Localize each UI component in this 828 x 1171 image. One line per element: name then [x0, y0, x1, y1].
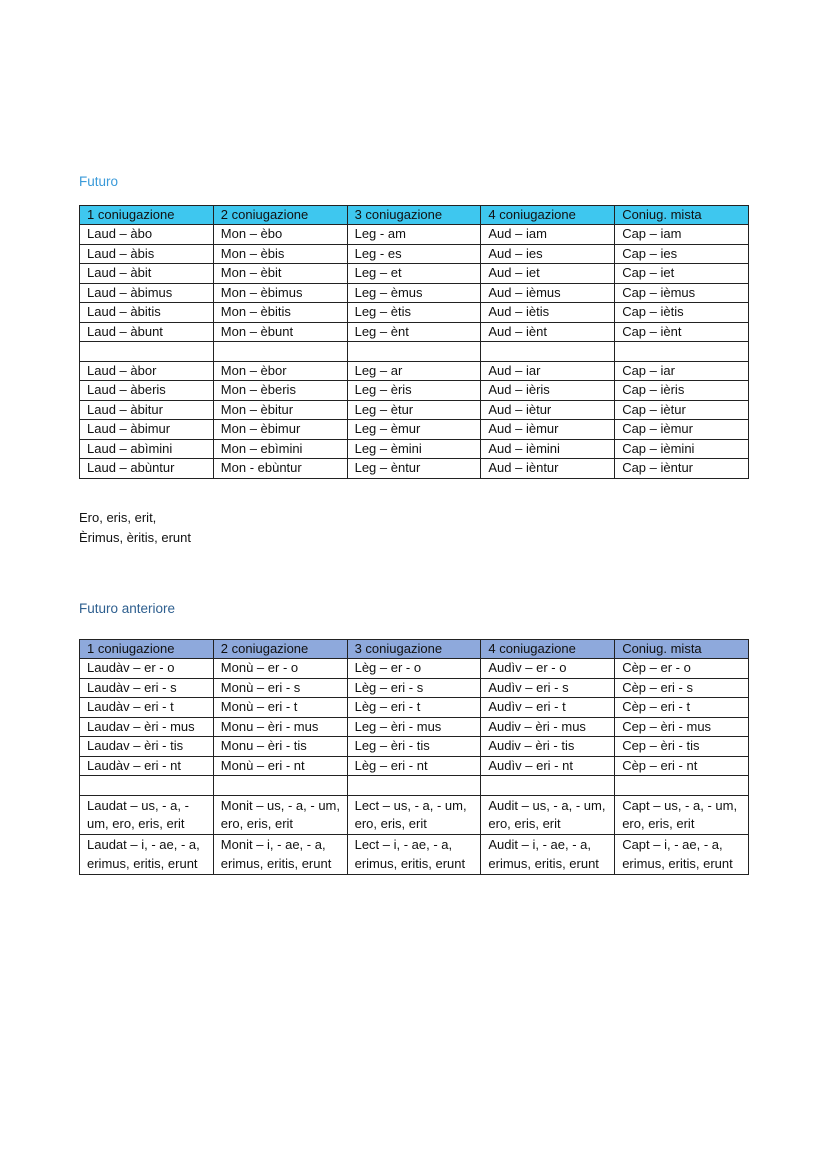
table-cell	[615, 342, 749, 362]
table-row	[80, 381, 749, 401]
table-cell: Cap – ièmus	[615, 283, 749, 303]
table-cell: Laud – àberis	[80, 381, 214, 401]
table-cell: Laud – àbo	[80, 225, 214, 245]
table-cell: Cap – ièmur	[615, 420, 749, 440]
table-cell: Mon – èbor	[213, 361, 347, 381]
note-line: Ero, eris, erit,	[79, 510, 157, 525]
table-cell: Leg – ètur	[347, 400, 481, 420]
table-cell: Cap – ies	[615, 244, 749, 264]
table-row	[80, 225, 749, 245]
table-cell: Laudàv – eri - s	[80, 678, 214, 698]
table-cell: Laud – àbis	[80, 244, 214, 264]
table-spacer-row	[80, 342, 749, 362]
table-cell: Leg - am	[347, 225, 481, 245]
table-cell: Lèg – eri - nt	[347, 756, 481, 776]
table-cell: Aud – iet	[481, 264, 615, 284]
table-row	[80, 439, 749, 459]
table-cell: Cap – iar	[615, 361, 749, 381]
table-cell: Capt – i, - ae, - a, erimus, eritis, erunt	[615, 835, 749, 875]
table-row	[80, 678, 749, 698]
table-cell: Monù – er - o	[213, 659, 347, 679]
table-cell: Lect – us, - a, - um, ero, eris, erit	[347, 795, 481, 835]
table-cell: Monu – èri - tis	[213, 737, 347, 757]
table-cell: Aud – iènt	[481, 322, 615, 342]
table-cell: Leg – èri - tis	[347, 737, 481, 757]
table-header-row	[80, 640, 749, 659]
table-cell: Audìv – er - o	[481, 659, 615, 679]
table-cell: Mon – èbo	[213, 225, 347, 245]
table-cell: Monù – eri - t	[213, 698, 347, 718]
table-cell: Laudàv – er - o	[80, 659, 214, 679]
futuro-table	[79, 205, 749, 479]
table-cell: Audit – us, - a, - um, ero, eris, erit	[481, 795, 615, 835]
table-cell	[347, 342, 481, 362]
table-cell: Cep – èri - tis	[615, 737, 749, 757]
column-header: 2 coniugazione	[213, 206, 347, 225]
column-header: Coniug. mista	[615, 206, 749, 225]
table-cell: Leg – èntur	[347, 459, 481, 479]
table-cell: Mon – èbitis	[213, 303, 347, 323]
table-cell: Aud – iar	[481, 361, 615, 381]
table-cell	[213, 342, 347, 362]
table-cell: Cèp – eri - s	[615, 678, 749, 698]
table-row	[80, 283, 749, 303]
table-cell: Cap – iètis	[615, 303, 749, 323]
table-row	[80, 737, 749, 757]
table-cell: Cap – ièmini	[615, 439, 749, 459]
column-header: 1 coniugazione	[80, 206, 214, 225]
table-cell	[213, 776, 347, 796]
table-cell: Leg – èmus	[347, 283, 481, 303]
table-cell: Laud – àbimus	[80, 283, 214, 303]
table-cell: Laudàv – eri - t	[80, 698, 214, 718]
table-cell: Laud – abùntur	[80, 459, 214, 479]
column-header: Coniug. mista	[615, 640, 749, 659]
table-cell: Lèg – eri - t	[347, 698, 481, 718]
table-cell: Cap – iet	[615, 264, 749, 284]
column-header: 1 coniugazione	[80, 640, 214, 659]
table-cell: Laud – abìmini	[80, 439, 214, 459]
section-title-futuro-anteriore: Futuro anteriore	[79, 601, 176, 616]
table-cell: Mon – ebìmini	[213, 439, 347, 459]
table-cell	[347, 776, 481, 796]
column-header: 3 coniugazione	[347, 640, 481, 659]
table-cell: Cap – iam	[615, 225, 749, 245]
table-cell: Laudat – i, - ae, - a, erimus, eritis, erunt	[80, 835, 214, 875]
table-row	[80, 322, 749, 342]
column-header: 3 coniugazione	[347, 206, 481, 225]
table-cell: Laudav – èri - mus	[80, 717, 214, 737]
table-cell: Audiv – èri - tis	[481, 737, 615, 757]
table-cell: Aud – ièmus	[481, 283, 615, 303]
table-row	[80, 698, 749, 718]
table-cell: Monit – us, - a, - um, ero, eris, erit	[213, 795, 347, 835]
table-cell: Laud – àbitis	[80, 303, 214, 323]
table-cell: Audiv – èri - mus	[481, 717, 615, 737]
table-cell: Leg – èri - mus	[347, 717, 481, 737]
esse-future-note	[79, 508, 191, 547]
column-header: 4 coniugazione	[481, 640, 615, 659]
table-cell: Leg – et	[347, 264, 481, 284]
table-row	[80, 244, 749, 264]
table-cell: Laudàv – eri - nt	[80, 756, 214, 776]
table-cell: Audìv – eri - t	[481, 698, 615, 718]
table-cell: Audit – i, - ae, - a, erimus, eritis, erunt	[481, 835, 615, 875]
table-cell: Lèg – er - o	[347, 659, 481, 679]
table-cell: Cèp – eri - nt	[615, 756, 749, 776]
table-cell: Cap – ièris	[615, 381, 749, 401]
table-cell: Laud – àbitur	[80, 400, 214, 420]
table-row	[80, 420, 749, 440]
table-cell: Cèp – eri - t	[615, 698, 749, 718]
section-title-futuro: Futuro	[79, 174, 119, 189]
table-cell	[80, 342, 214, 362]
table-cell: Leg – ar	[347, 361, 481, 381]
table-cell: Aud – ièmur	[481, 420, 615, 440]
column-header: 2 coniugazione	[213, 640, 347, 659]
table-cell: Aud – ièris	[481, 381, 615, 401]
futuro-anteriore-table	[79, 639, 749, 875]
table-cell: Mon – èbitur	[213, 400, 347, 420]
table-cell: Lect – i, - ae, - a, erimus, eritis, erunt	[347, 835, 481, 875]
table-cell: Laud – àbit	[80, 264, 214, 284]
table-cell: Monu – èri - mus	[213, 717, 347, 737]
table-cell: Mon – èbit	[213, 264, 347, 284]
table-cell: Mon - ebùntur	[213, 459, 347, 479]
table-cell: Leg – ènt	[347, 322, 481, 342]
table-cell: Cap – ièntur	[615, 459, 749, 479]
table-cell: Mon – èberis	[213, 381, 347, 401]
table-cell: Laud – àbunt	[80, 322, 214, 342]
table-cell: Cap – iènt	[615, 322, 749, 342]
table-cell: Aud – iètis	[481, 303, 615, 323]
table-cell: Capt – us, - a, - um, ero, eris, erit	[615, 795, 749, 835]
table-row	[80, 835, 749, 875]
table-cell	[481, 776, 615, 796]
table-cell: Leg – ètis	[347, 303, 481, 323]
table-cell	[615, 776, 749, 796]
table-row	[80, 361, 749, 381]
column-header: 4 coniugazione	[481, 206, 615, 225]
table-cell: Mon – èbimus	[213, 283, 347, 303]
table-row	[80, 659, 749, 679]
table-cell: Laudat – us, - a, - um, ero, eris, erit	[80, 795, 214, 835]
table-cell: Aud – ies	[481, 244, 615, 264]
table-cell: Audìv – eri - s	[481, 678, 615, 698]
table-cell: Aud – iam	[481, 225, 615, 245]
table-cell: Mon – èbis	[213, 244, 347, 264]
table-cell: Aud – ièmini	[481, 439, 615, 459]
table-row	[80, 717, 749, 737]
table-row	[80, 264, 749, 284]
table-cell: Laud – àbimur	[80, 420, 214, 440]
table-row	[80, 459, 749, 479]
table-cell: Audìv – eri - nt	[481, 756, 615, 776]
table-row	[80, 756, 749, 776]
table-cell: Cèp – er - o	[615, 659, 749, 679]
table-cell: Monù – eri - s	[213, 678, 347, 698]
table-row	[80, 400, 749, 420]
table-cell: Leg – èris	[347, 381, 481, 401]
table-cell: Monù – eri - nt	[213, 756, 347, 776]
table-cell: Lèg – eri - s	[347, 678, 481, 698]
table-cell: Mon – èbimur	[213, 420, 347, 440]
table-row	[80, 303, 749, 323]
table-cell	[80, 776, 214, 796]
table-cell: Aud – ièntur	[481, 459, 615, 479]
table-cell: Mon – èbunt	[213, 322, 347, 342]
table-cell: Leg – èmini	[347, 439, 481, 459]
table-cell: Aud – iètur	[481, 400, 615, 420]
table-cell: Laud – àbor	[80, 361, 214, 381]
table-cell: Monit – i, - ae, - a, erimus, eritis, erunt	[213, 835, 347, 875]
note-line: Èrimus, èritis, erunt	[79, 529, 191, 545]
table-spacer-row	[80, 776, 749, 796]
table-cell: Leg – èmur	[347, 420, 481, 440]
table-cell: Leg - es	[347, 244, 481, 264]
table-cell: Laudav – èri - tis	[80, 737, 214, 757]
table-cell: Cap – iètur	[615, 400, 749, 420]
table-header-row	[80, 206, 749, 225]
table-row	[80, 795, 749, 835]
table-cell	[481, 342, 615, 362]
table-cell: Cep – èri - mus	[615, 717, 749, 737]
